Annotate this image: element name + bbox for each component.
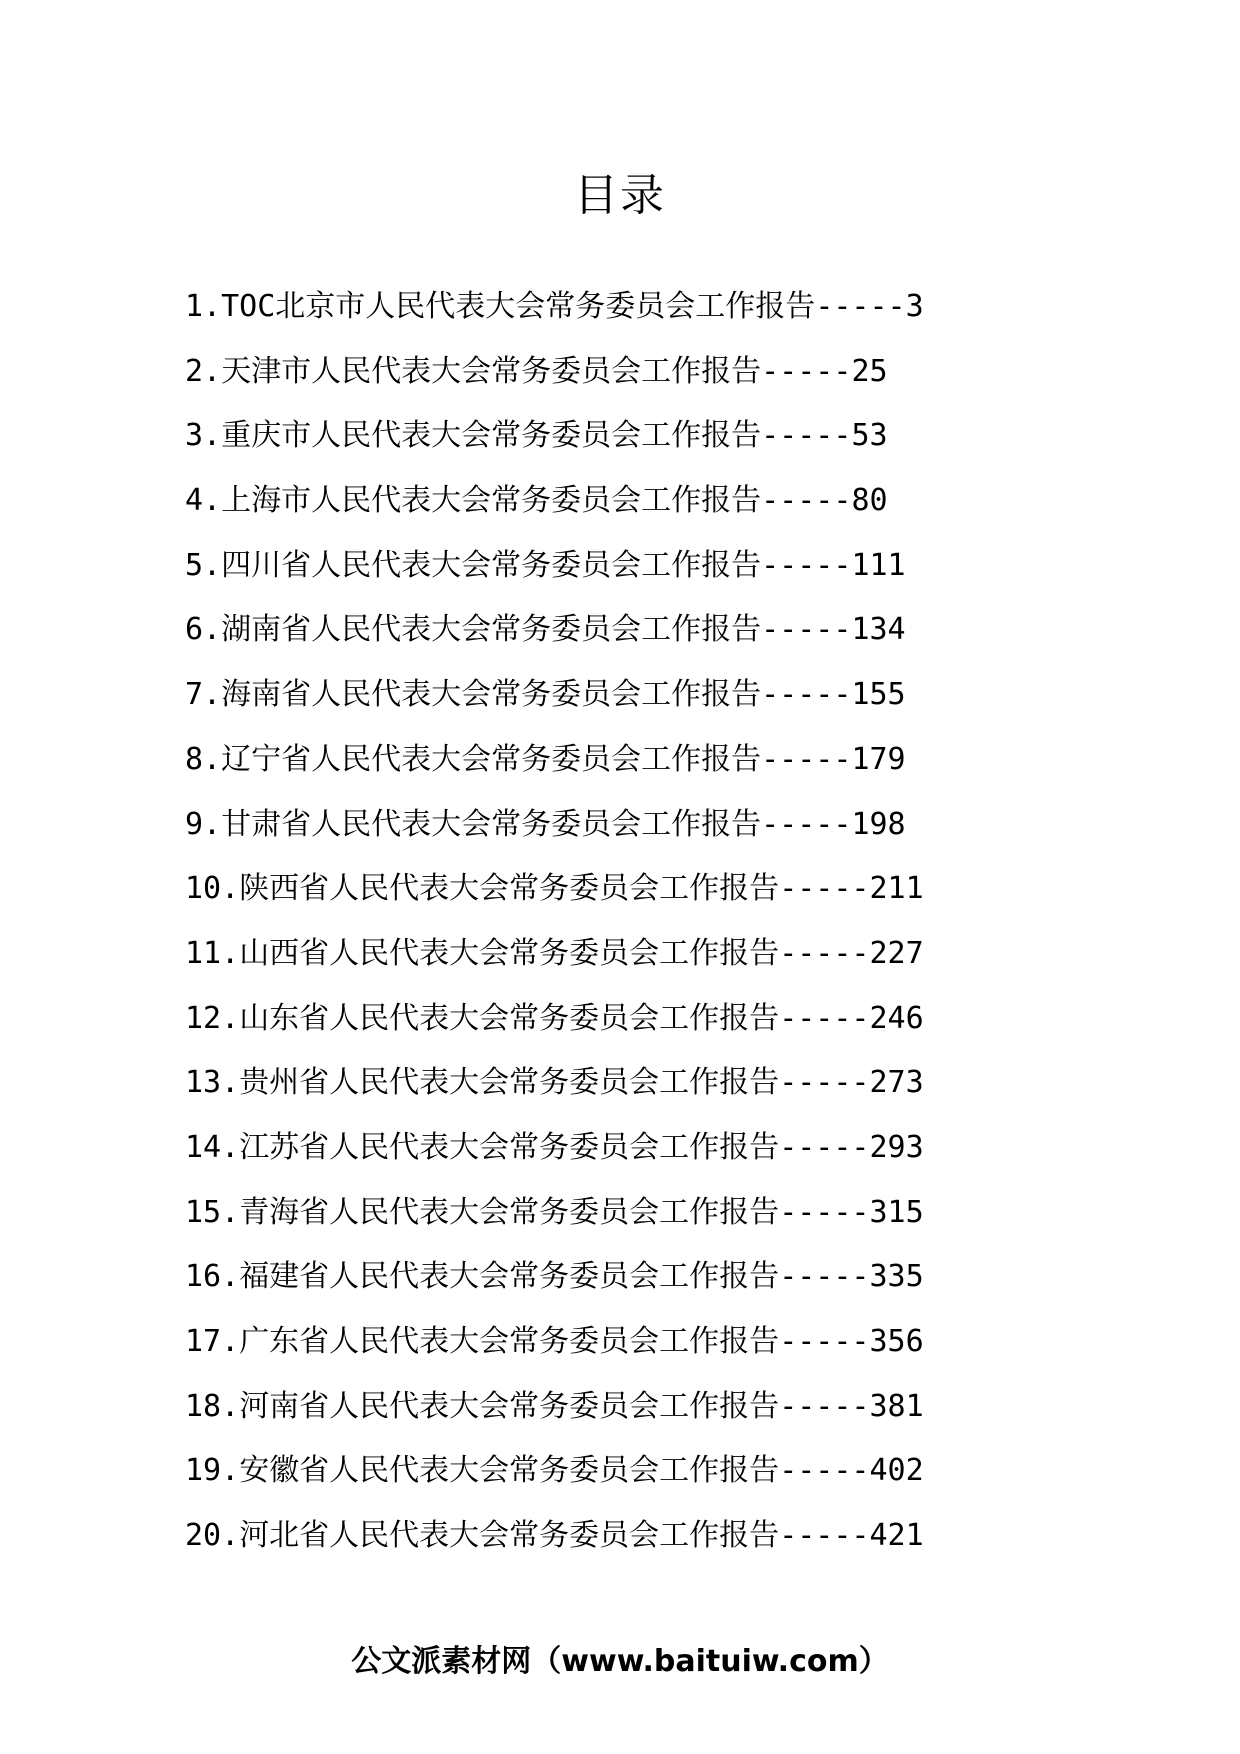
- toc-entry-number: 19.: [185, 1453, 240, 1489]
- toc-entry: [185, 542, 924, 607]
- toc-entry-number: 16.: [185, 1259, 240, 1295]
- toc-entry: [185, 1189, 924, 1254]
- toc-entry-page-number: 53: [851, 418, 888, 454]
- toc-entry: [185, 1383, 924, 1448]
- toc-entry-leader: -----: [779, 1388, 870, 1424]
- footer-source-text: 公文派素材网（www.baituiw.com）: [351, 1644, 889, 1679]
- toc-entry: [185, 995, 924, 1060]
- toc-entry: [185, 1318, 924, 1383]
- toc-entry: [185, 1512, 924, 1577]
- page-title: 目录: [574, 170, 666, 221]
- toc-entry: [185, 283, 924, 348]
- toc-entry-title: 河南省人民代表大会常务委员会工作报告: [239, 1388, 780, 1424]
- toc-entry-number: 10.: [185, 871, 240, 907]
- toc-entry: [185, 930, 924, 995]
- toc-entry-page-number: 3: [905, 289, 924, 324]
- toc-entry-page-number: 246: [869, 1000, 924, 1036]
- toc-entry-leader: -----: [761, 806, 852, 842]
- toc-entry-title: 江苏省人民代表大会常务委员会工作报告: [239, 1129, 780, 1165]
- toc-entry-page-number: 421: [869, 1518, 924, 1554]
- table-of-contents: [185, 283, 924, 1577]
- toc-entry-number: 11.: [185, 935, 240, 971]
- toc-entry: [185, 801, 924, 866]
- toc-entry-page-number: 25: [851, 353, 888, 389]
- toc-entry-title: 四川省人民代表大会常务委员会工作报告: [221, 547, 762, 583]
- toc-entry-number: 3.: [185, 418, 222, 454]
- toc-entry-page-number: 80: [851, 483, 888, 519]
- toc-entry-title: 辽宁省人民代表大会常务委员会工作报告: [221, 741, 762, 777]
- toc-entry: [185, 1124, 924, 1189]
- toc-entry-leader: -----: [761, 741, 852, 777]
- toc-entry: [185, 865, 924, 930]
- toc-entry-leader: -----: [779, 1129, 870, 1165]
- toc-entry-title: 天津市人民代表大会常务委员会工作报告: [221, 353, 762, 389]
- toc-entry-page-number: 134: [851, 612, 906, 648]
- toc-entry-leader: -----: [779, 1194, 870, 1230]
- toc-entry: [185, 1253, 924, 1318]
- toc-entry: [185, 736, 924, 801]
- toc-entry-leader: -----: [779, 1324, 870, 1359]
- toc-entry-page-number: 111: [851, 547, 906, 583]
- toc-entry: [185, 348, 924, 413]
- toc-entry-title: 安徽省人民代表大会常务委员会工作报告: [239, 1453, 780, 1489]
- toc-entry-title: 海南省人民代表大会常务委员会工作报告: [221, 677, 762, 713]
- toc-entry-number: 12.: [185, 1000, 240, 1036]
- toc-entry-title: 山西省人民代表大会常务委员会工作报告: [239, 935, 780, 971]
- toc-entry-title: 福建省人民代表大会常务委员会工作报告: [239, 1259, 780, 1295]
- toc-entry: [185, 477, 924, 542]
- toc-entry-title: 青海省人民代表大会常务委员会工作报告: [239, 1194, 780, 1230]
- toc-entry: [185, 606, 924, 671]
- toc-entry-number: 4.: [185, 483, 222, 519]
- toc-entry-number: 17.: [185, 1324, 240, 1359]
- toc-entry-title: 上海市人民代表大会常务委员会工作报告: [221, 483, 762, 519]
- toc-entry-title: 湖南省人民代表大会常务委员会工作报告: [221, 612, 762, 648]
- toc-entry-number: 9.: [185, 806, 222, 842]
- toc-entry-page-number: 381: [869, 1388, 924, 1424]
- toc-entry-page-number: 335: [869, 1259, 924, 1295]
- toc-entry-title: 山东省人民代表大会常务委员会工作报告: [239, 1000, 780, 1036]
- toc-entry-page-number: 198: [851, 806, 906, 842]
- toc-entry-page-number: 179: [851, 741, 906, 777]
- toc-entry-leader: -----: [779, 871, 870, 907]
- toc-entry-leader: -----: [779, 935, 870, 971]
- toc-entry-title: 陕西省人民代表大会常务委员会工作报告: [239, 871, 780, 907]
- toc-entry-title: 河北省人民代表大会常务委员会工作报告: [239, 1518, 780, 1554]
- toc-entry-page-number: 273: [869, 1065, 924, 1101]
- toc-entry-number: 7.: [185, 677, 222, 713]
- toc-entry: [185, 1447, 924, 1512]
- toc-entry-leader: -----: [761, 418, 852, 454]
- toc-entry-leader: -----: [815, 289, 906, 324]
- toc-entry-number: 13.: [185, 1065, 240, 1101]
- toc-entry-page-number: 402: [869, 1453, 924, 1489]
- toc-entry: [185, 412, 924, 477]
- toc-entry-page-number: 356: [869, 1324, 924, 1359]
- toc-entry-leader: -----: [761, 547, 852, 583]
- toc-entry-leader: -----: [779, 1000, 870, 1036]
- toc-entry-number: 2.: [185, 353, 222, 389]
- toc-entry-page-number: 211: [869, 871, 924, 907]
- toc-entry-title: TOC北京市人民代表大会常务委员会工作报告: [221, 289, 816, 324]
- toc-entry-page-number: 227: [869, 935, 924, 971]
- toc-entry: [185, 671, 924, 736]
- toc-entry-number: 8.: [185, 741, 222, 777]
- toc-entry-leader: -----: [761, 353, 852, 389]
- toc-entry-leader: -----: [779, 1453, 870, 1489]
- toc-entry-number: 18.: [185, 1388, 240, 1424]
- toc-entry-title: 甘肃省人民代表大会常务委员会工作报告: [221, 806, 762, 842]
- toc-entry-title: 贵州省人民代表大会常务委员会工作报告: [239, 1065, 780, 1101]
- toc-entry: [185, 1059, 924, 1124]
- toc-entry-page-number: 293: [869, 1129, 924, 1165]
- toc-entry-number: 6.: [185, 612, 222, 648]
- toc-entry-page-number: 155: [851, 677, 906, 713]
- toc-entry-number: 14.: [185, 1129, 240, 1165]
- toc-entry-title: 重庆市人民代表大会常务委员会工作报告: [221, 418, 762, 454]
- toc-entry-number: 20.: [185, 1518, 240, 1554]
- toc-entry-title: 广东省人民代表大会常务委员会工作报告: [239, 1324, 780, 1359]
- toc-entry-leader: -----: [779, 1518, 870, 1554]
- toc-entry-number: 5.: [185, 547, 222, 583]
- toc-entry-leader: -----: [779, 1259, 870, 1295]
- toc-entry-leader: -----: [761, 612, 852, 648]
- toc-entry-leader: -----: [761, 483, 852, 519]
- toc-entry-number: 15.: [185, 1194, 240, 1230]
- toc-entry-leader: -----: [761, 677, 852, 713]
- toc-entry-leader: -----: [779, 1065, 870, 1101]
- toc-entry-page-number: 315: [869, 1194, 924, 1230]
- toc-entry-number: 1.: [185, 289, 222, 324]
